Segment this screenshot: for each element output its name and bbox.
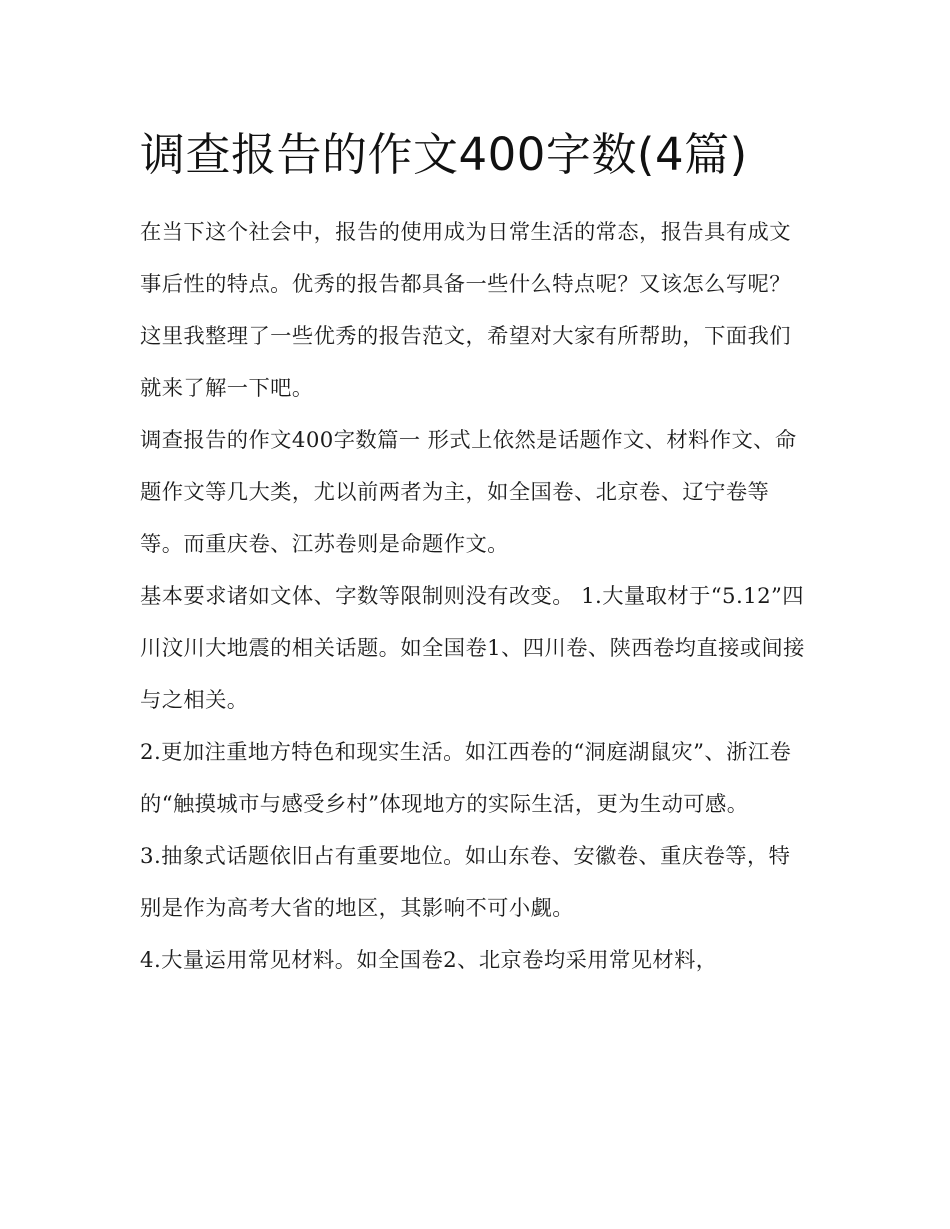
document-title: 调查报告的作文400字数(4篇) xyxy=(140,128,748,181)
document-body xyxy=(140,207,812,987)
paragraph-intro: 在当下这个社会中，报告的使用成为日常生活的常态，报告具有成文事后性的特点。优秀的报告都具备一些什么特点呢？又该怎么写呢？这里我整理了一些优秀的报告范文，希望对大家有所帮助，下面我们就来了解一下吧。 xyxy=(140,220,791,401)
paragraph-point-1: 基本要求诸如文体、字数等限制则没有改变。 1.大量取材于“5.12”四川汶川大地震的相关话题。如全国卷1、四川卷、陕西卷均直接或间接与之相关。 xyxy=(140,584,805,713)
paragraph-point-3: 3.抽象式话题依旧占有重要地位。如山东卷、安徽卷、重庆卷等，特别是作为高考大省的地区，其影响不可小觑。 xyxy=(140,844,791,921)
paragraph-point-4: 4.大量运用常见材料。如全国卷2、北京卷均采用常见材料， xyxy=(140,948,718,973)
document-page xyxy=(140,116,812,987)
paragraph-essay-one: 调查报告的作文400字数篇一 形式上依然是话题作文、材料作文、命题作文等几大类，尤以前两者为主，如全国卷、北京卷、辽宁卷等等。而重庆卷、江苏卷则是命题作文。 xyxy=(140,428,797,557)
paragraph-point-2: 2.更加注重地方特色和现实生活。如江西卷的“洞庭湖鼠灾”、浙江卷的“触摸城市与感受乡村”体现地方的实际生活，更为生动可感。 xyxy=(140,740,792,817)
